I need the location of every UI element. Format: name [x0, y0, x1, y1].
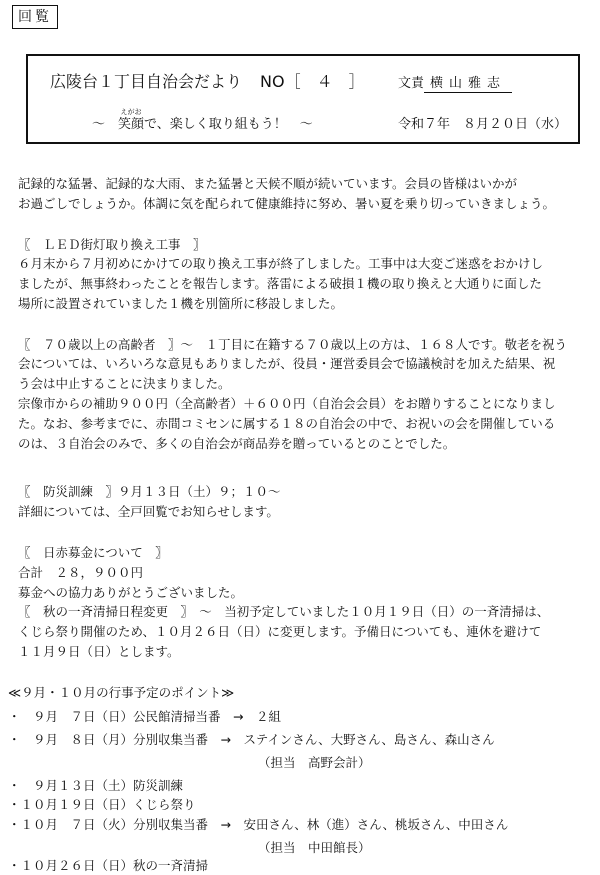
schedule-item: ・１０月 ７日（火）分別収集当番 → 安田さん、林（進）さん、桃坂さん、中田さん	[8, 817, 509, 832]
schedule-heading: ≪９月・１０月の行事予定のポイント≫	[8, 685, 235, 700]
section-heading-elderly: 〖 ７０歳以上の高齢者 〗～ １丁目に在籍する７０歳以上の方は、１６８人です。敬老を祝う	[18, 337, 568, 352]
schedule-item: ・ ９月 ７日（日）公民館清掃当番 → ２組	[8, 709, 282, 724]
issue-number: NO［ ４ ］	[260, 72, 365, 91]
schedule-item: ・ ９月 ８日（月）分別収集当番 → ステインさん、大野さん、島さん、森山さん	[8, 732, 495, 747]
section-line: 場所に設置されていました１機を別箇所に移設しました。	[18, 296, 344, 311]
section-line: くじら祭り開催のため、１０月２６日（日）に変更します。予備日についても、連休を避けて	[18, 624, 542, 639]
section-line: 会については、いろいろな意見もありましたが、役員・運営委員会で協議検討を加えた結果、祝	[18, 356, 556, 371]
section-heading-cleanup: 〖 秋の一斉清掃日程変更 〗 ～ 当初予定していました１０月１９日（日）の一斉清掃は、	[18, 604, 550, 619]
schedule-responsible: （担当 中田館長）	[258, 840, 371, 855]
intro-line: 記録的な猛暑、記録的な大雨、また猛暑と天候不順が続いています。会員の皆様はいかが	[18, 176, 518, 191]
schedule-item: ・１０月１９日（日）くじら祭り	[8, 797, 196, 812]
section-line: 詳細については、全戸回覧でお知らせします。	[18, 504, 279, 519]
section-line: 募金への協力ありがとうございました。	[18, 585, 244, 600]
newsletter-title	[50, 72, 365, 92]
section-heading-redcross: 〖 日赤募金について 〗	[18, 545, 168, 560]
section-line: た。なお、参考までに、赤間コミセンに属する１８の自治会の中で、お祝いの会を開催している	[18, 416, 556, 431]
section-heading-led: 〖 ＬＥＤ街灯取り換え工事 〗	[18, 237, 206, 252]
editor-label: 文責	[398, 76, 425, 91]
schedule-responsible: （担当 高野会計）	[258, 755, 371, 770]
section-line: のは、３自治会のみで、多くの自治会が商品券を贈っているとのことでした。	[18, 436, 456, 451]
section-line: １１月９日（日）とします。	[18, 644, 180, 659]
circulation-stamp: 回覧	[12, 5, 58, 29]
schedule-item: ・ ９月１３日（土）防災訓練	[8, 778, 184, 793]
slogan-ruby: えがお 笑顔	[118, 108, 145, 132]
section-line: 宗像市からの補助９００円（全高齢者）＋６００円（自治会会員）をお贈りすることになりまし	[18, 396, 556, 411]
title-text: 広陵台１丁目自治会だより	[50, 72, 243, 91]
section-line: ６月末から７月初めにかけての取り換え工事が終了しました。工事中は大変ご迷惑をおかけし	[18, 256, 544, 271]
section-line: う会は中止することに決まりました。	[18, 376, 231, 391]
section-heading-drill: 〖 防災訓練 〗９月１３日（土）９；１０～	[18, 484, 281, 499]
issue-date: 令和７年 ８月２０日（水）	[398, 117, 568, 132]
section-line: 合計 ２８，９００円	[18, 565, 144, 580]
schedule-item: ・１０月２６日（日）秋の一斉清掃	[8, 858, 209, 873]
editor-credit	[398, 76, 512, 92]
slogan: ～ えがお 笑顔で、楽しく取り組もう！ ～	[92, 108, 313, 132]
intro-line: お過ごしでしょうか。体調に気を配られて健康維持に努め、暑い夏を乗り切っていきましょう。	[18, 196, 556, 211]
editor-name: 横山雅志	[424, 76, 512, 93]
section-line: ましたが、無事終わったことを報告します。落雷による破損１機の取り換えと大通りに面した	[18, 276, 542, 291]
